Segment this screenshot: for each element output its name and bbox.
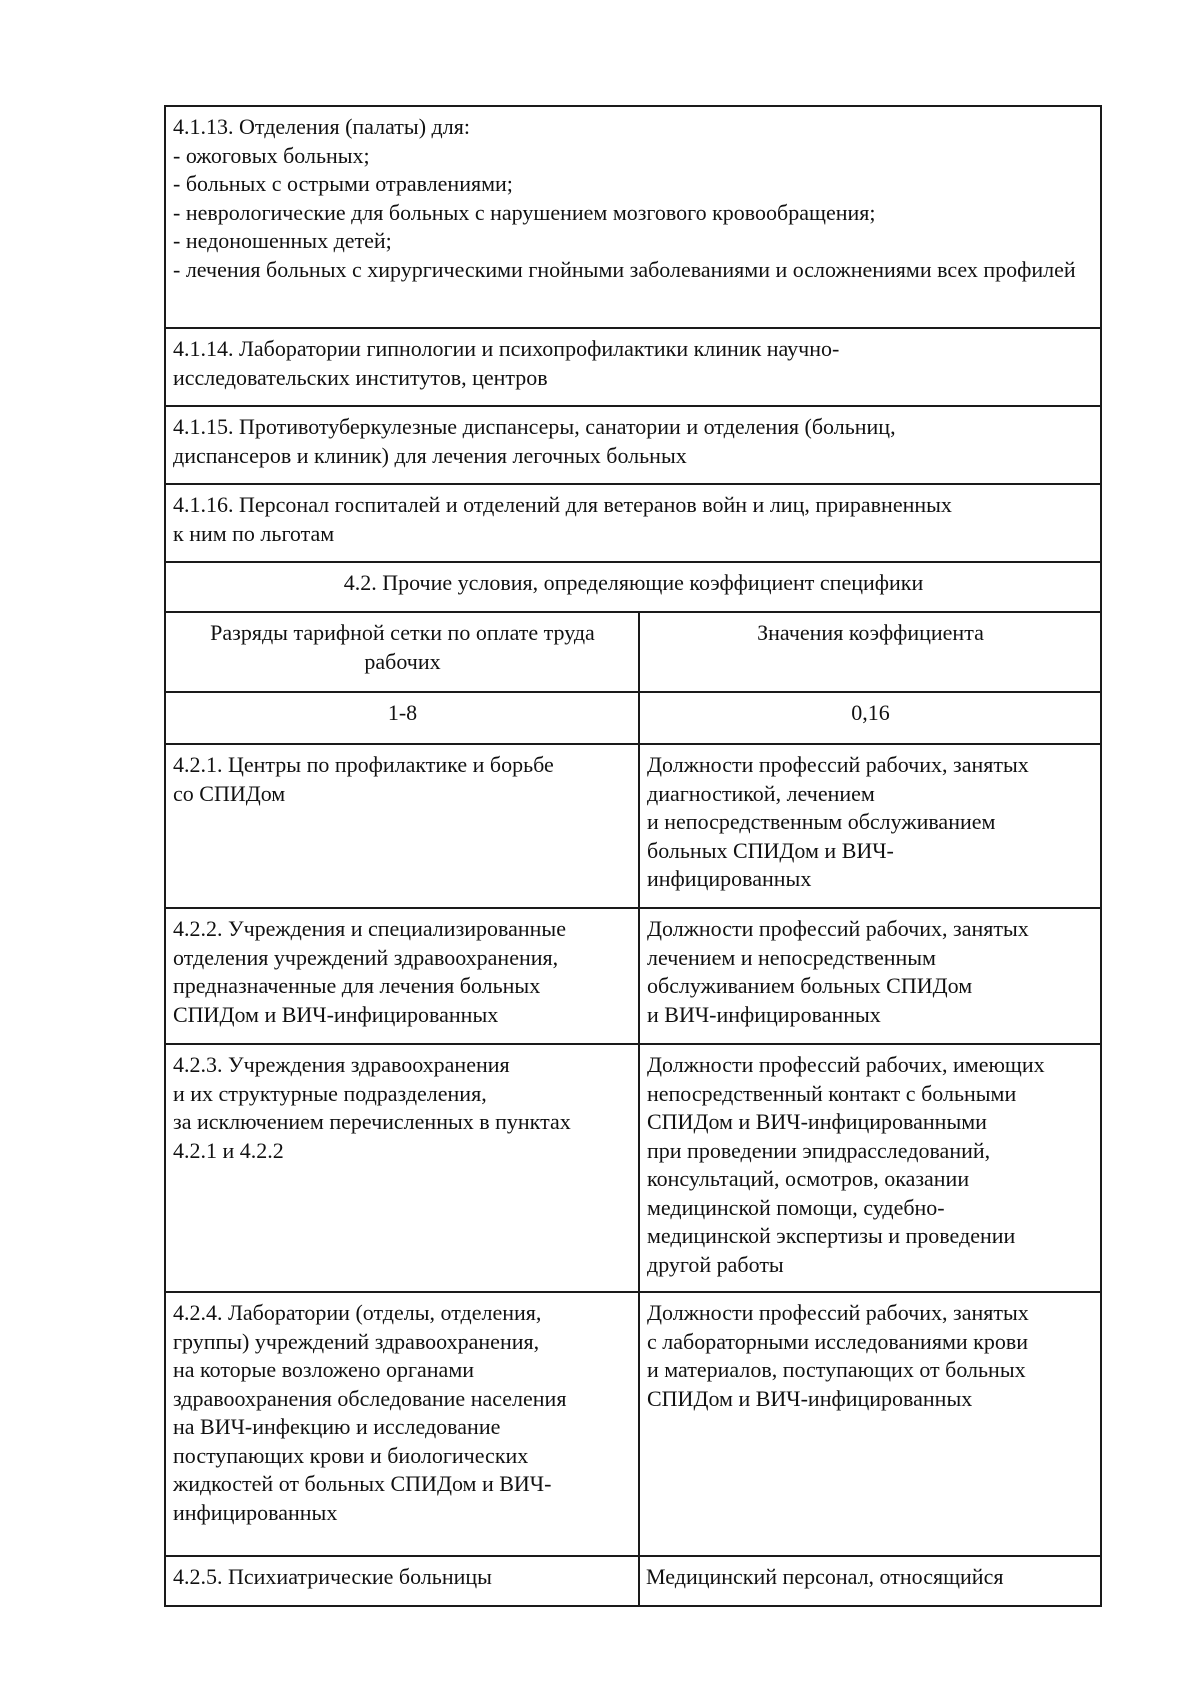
item-4-2-3-institution: 4.2.3. Учреждения здравоохранения и их структурные подразделения, за исключением перечисленных в пунктах 4.2.1 и 4.2.2: [165, 1044, 639, 1292]
table-row: [165, 106, 1101, 328]
item-4-2-2-institution: 4.2.2. Учреждения и специализированные отделения учреждений здравоохранения, предназначенные для лечения больных СПИДом и ВИЧ-инфицированных: [165, 908, 639, 1044]
column-header-coefficient: Значения коэффициента: [639, 612, 1101, 692]
grades-value: 1-8: [165, 692, 639, 744]
section-heading-4-2: 4.2. Прочие условия, определяющие коэффициент специфики: [165, 562, 1101, 612]
table-row: [165, 406, 1101, 484]
item-4-2-5-positions: Медицинский персонал, относящийся: [639, 1556, 1101, 1606]
table-row: [165, 484, 1101, 562]
item-4-1-15: 4.1.15. Противотуберкулезные диспансеры, санатории и отделения (больниц, диспансеров и клиник) для лечения легочных больных: [165, 406, 1101, 484]
coefficient-table: [164, 105, 1102, 1607]
item-4-2-5-institution: 4.2.5. Психиатрические больницы: [165, 1556, 639, 1606]
item-4-2-3-positions: Должности профессий рабочих, имеющих непосредственный контакт с больными СПИДом и ВИЧ-инфицированными при проведении эпидрасследований, консультаций, осмотров, оказании медицинской помощи, судебно- медицинской экспертизы и проведении другой работы: [639, 1044, 1101, 1292]
item-4-2-4-institution: 4.2.4. Лаборатории (отделы, отделения, группы) учреждений здравоохранения, на которые возложено органами здравоохранения обследование населения на ВИЧ-инфекцию и исследование поступающих крови и биологических жидкостей от больных СПИДом и ВИЧ- инфицированных: [165, 1292, 639, 1556]
table-header-row: [165, 612, 1101, 692]
item-4-1-13: 4.1.13. Отделения (палаты) для: - ожоговых больных; - больных с острыми отравлениями; - неврологические для больных с нарушением мозгового кровообращения; - недоношенных детей; - лечения больных с хирургическими гнойными заболеваниями и осложнениями всех профилей: [165, 106, 1101, 328]
coefficient-value: 0,16: [639, 692, 1101, 744]
item-4-1-16: 4.1.16. Персонал госпиталей и отделений для ветеранов войн и лиц, приравненных к ним по льготам: [165, 484, 1101, 562]
table-row: [165, 692, 1101, 744]
table-row: [165, 908, 1101, 1044]
column-header-grades: Разряды тарифной сетки по оплате труда рабочих: [165, 612, 639, 692]
table-row: [165, 1292, 1101, 1556]
table-row: [165, 562, 1101, 612]
item-4-2-1-institution: 4.2.1. Центры по профилактике и борьбе со СПИДом: [165, 744, 639, 908]
table-row: [165, 744, 1101, 908]
table-row: [165, 328, 1101, 406]
table-row: [165, 1556, 1101, 1606]
item-4-2-4-positions: Должности профессий рабочих, занятых с лабораторными исследованиями крови и материалов, поступающих от больных СПИДом и ВИЧ-инфицированных: [639, 1292, 1101, 1556]
item-4-1-14: 4.1.14. Лаборатории гипнологии и психопрофилактики клиник научно- исследовательских институтов, центров: [165, 328, 1101, 406]
item-4-2-1-positions: Должности профессий рабочих, занятых диагностикой, лечением и непосредственным обслуживанием больных СПИДом и ВИЧ- инфицированных: [639, 744, 1101, 908]
item-4-2-2-positions: Должности профессий рабочих, занятых лечением и непосредственным обслуживанием больных СПИДом и ВИЧ-инфицированных: [639, 908, 1101, 1044]
table-row: [165, 1044, 1101, 1292]
